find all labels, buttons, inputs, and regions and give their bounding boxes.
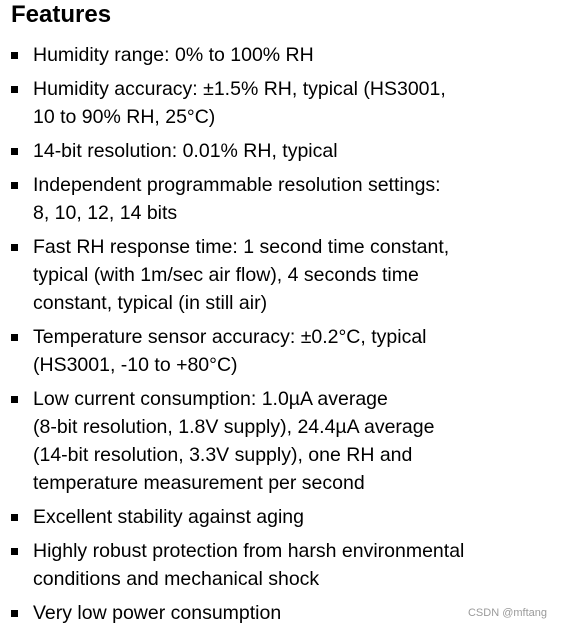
- bullet-icon: [11, 514, 18, 521]
- feature-text: Temperature sensor accuracy: ±0.2°C, typical (HS3001, -10 to +80°C): [33, 326, 427, 376]
- bullet-icon: [11, 334, 18, 341]
- feature-text: Fast RH response time: 1 second time constant, typical (with 1m/sec air flow), 4 seconds time constant, typical (in still air): [33, 236, 450, 314]
- bullet-icon: [11, 52, 18, 59]
- bullet-icon: [11, 548, 18, 555]
- feature-text: Independent programmable resolution settings: 8, 10, 12, 14 bits: [33, 174, 441, 224]
- bullet-icon: [11, 610, 18, 617]
- bullet-icon: [11, 182, 18, 189]
- bullet-icon: [11, 396, 18, 403]
- feature-text: Excellent stability against aging: [33, 506, 304, 528]
- feature-text: Low current consumption: 1.0µA average (8-bit resolution, 1.8V supply), 24.4µA average (14-bit resolution, 3.3V supply), one RH and temperature measurement per second: [33, 388, 435, 494]
- bullet-icon: [11, 244, 18, 251]
- feature-text: 14-bit resolution: 0.01% RH, typical: [33, 140, 338, 162]
- bullet-icon: [11, 86, 18, 93]
- features-heading: Features: [11, 1, 112, 28]
- feature-text: Humidity accuracy: ±1.5% RH, typical (HS3001, 10 to 90% RH, 25°C): [33, 78, 446, 128]
- watermark: CSDN @mftang: [467, 607, 547, 619]
- feature-text: Very low power consumption: [33, 602, 282, 624]
- feature-text: Highly robust protection from harsh environmental conditions and mechanical shock: [33, 540, 465, 590]
- bullet-icon: [11, 148, 18, 155]
- feature-text: Humidity range: 0% to 100% RH: [33, 44, 314, 66]
